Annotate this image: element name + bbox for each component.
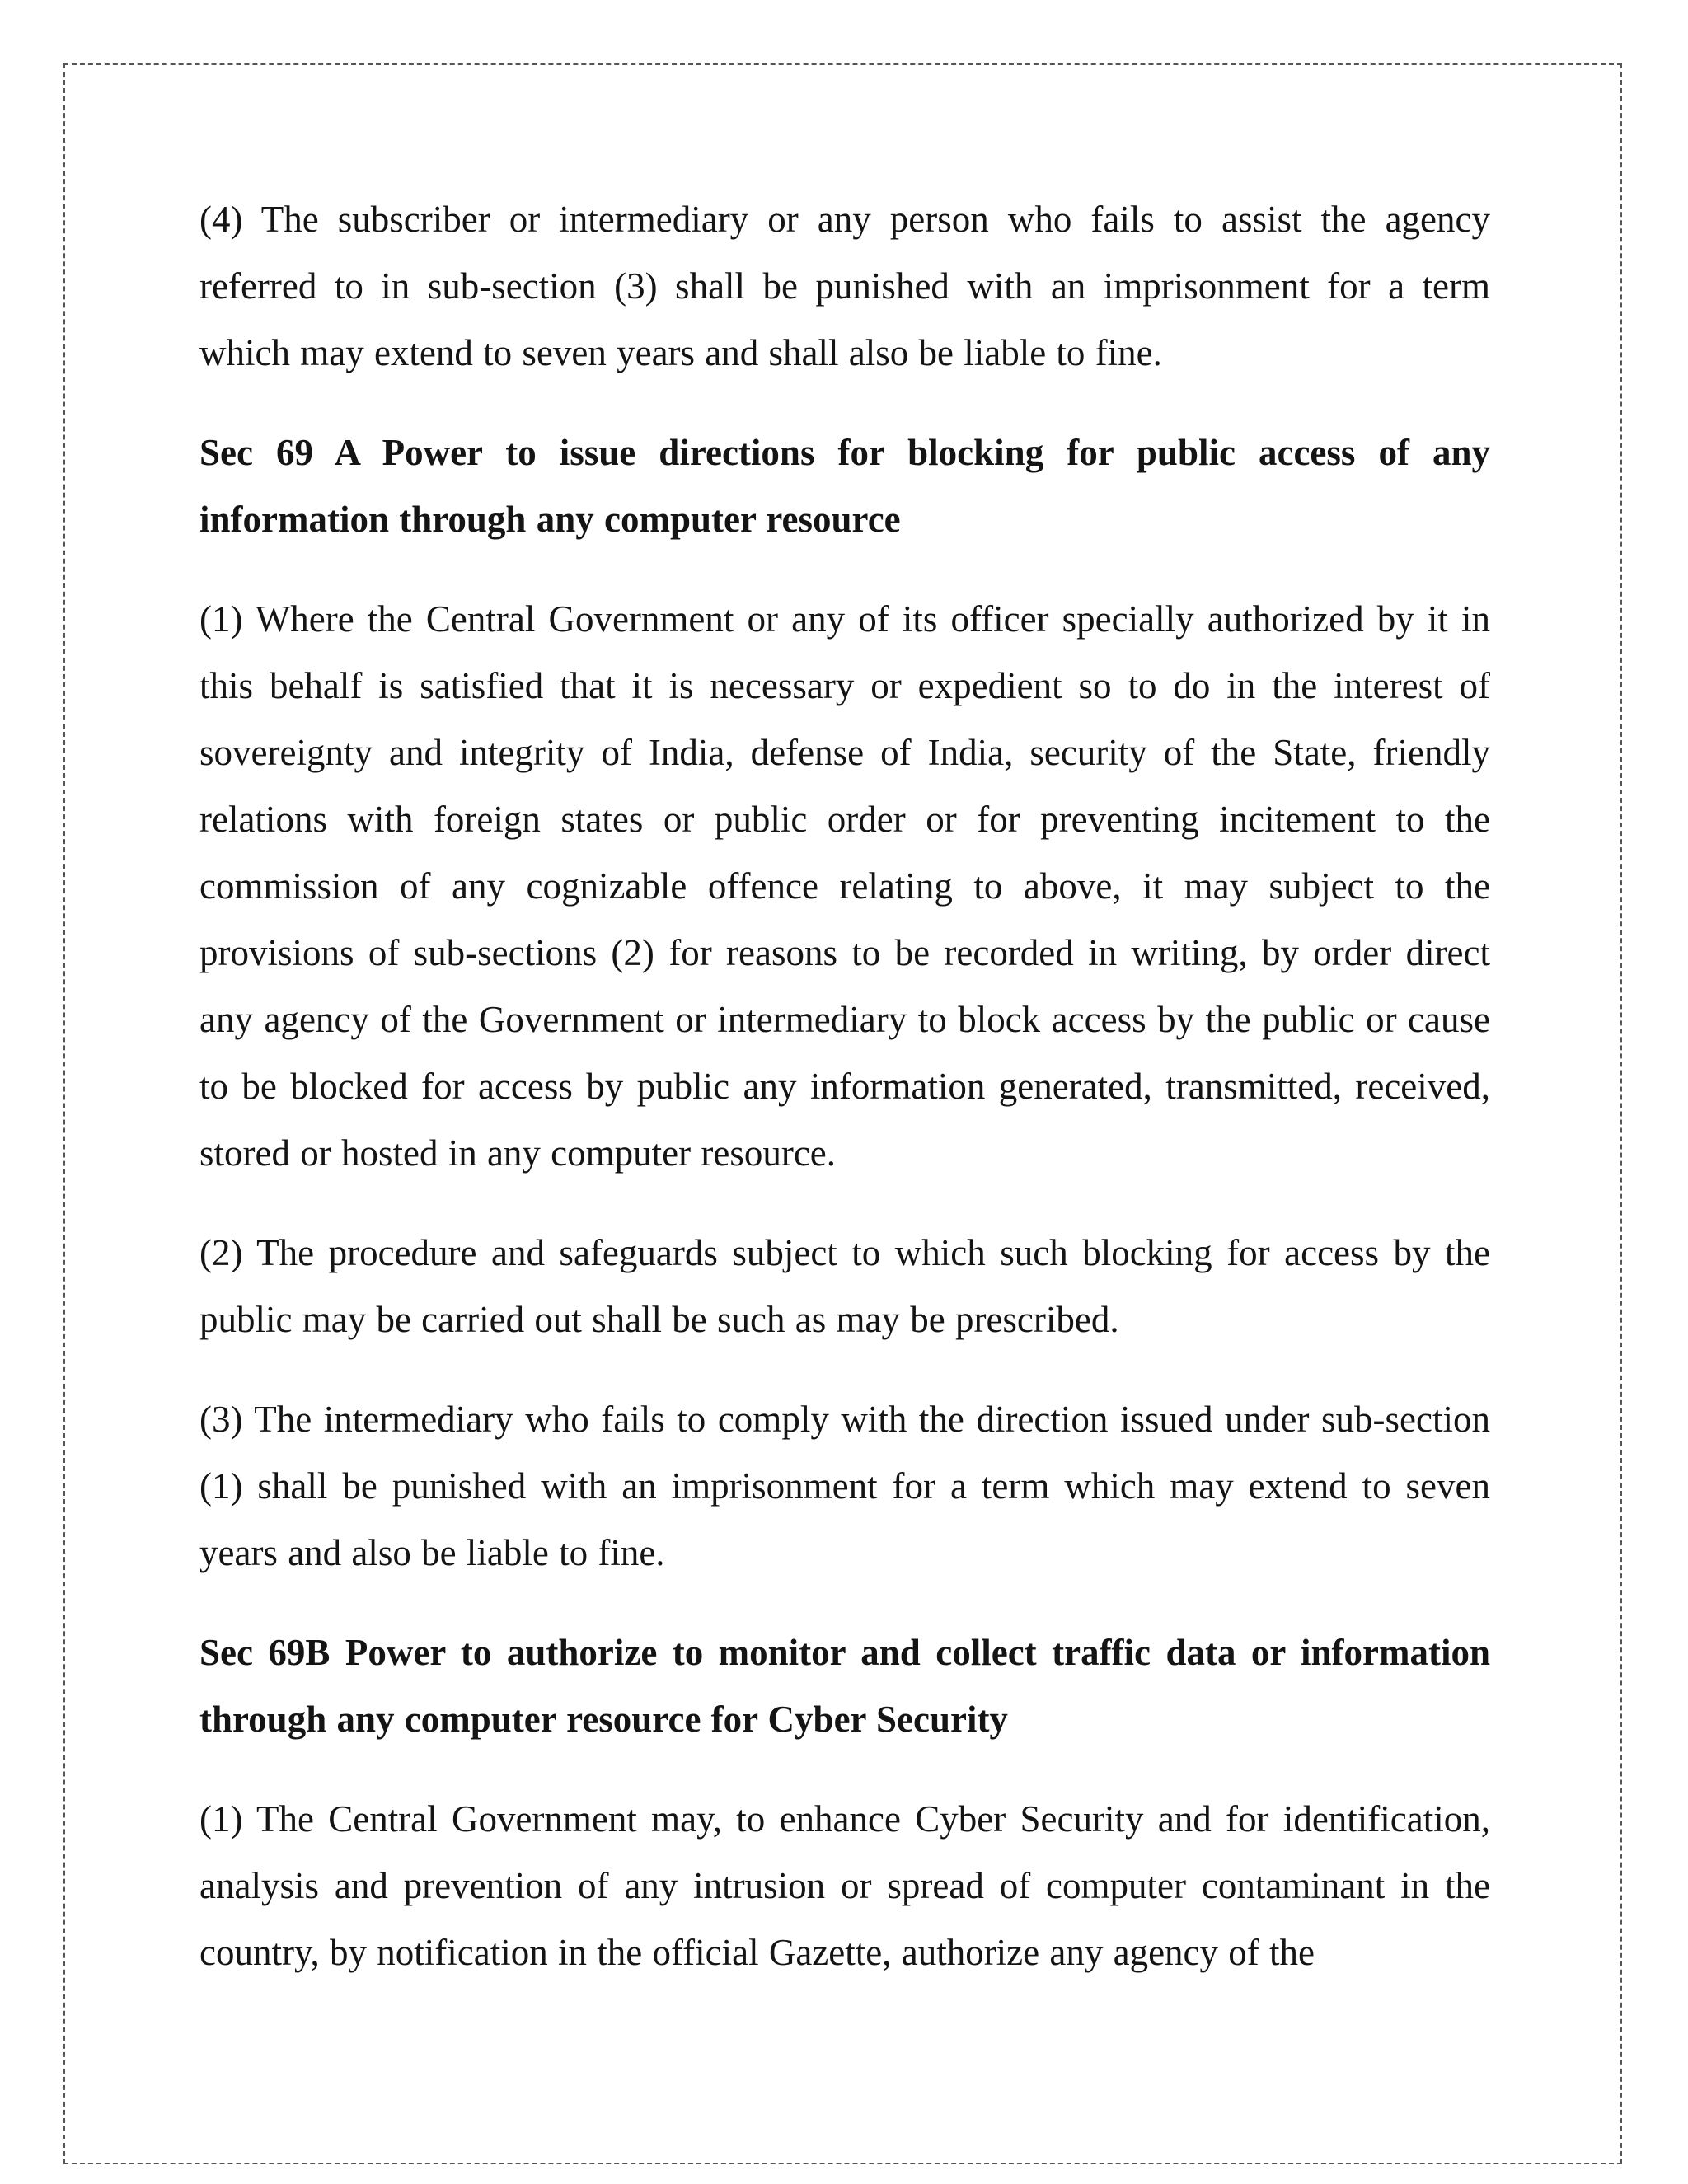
section-heading-69a: Sec 69 A Power to issue directions for blocking for public access of any information through any computer resource — [199, 432, 1490, 540]
section-heading-69b: Sec 69B Power to authorize to monitor and collect traffic data or information through any computer resource for Cyber Security — [199, 1632, 1490, 1740]
paragraph-69a-1: (1) Where the Central Government or any of its officer specially authorized by it in this behalf is satisfied that it is necessary or expedient so to do in the interest of sovereignty and integrity of India, defense of India, security of the State, friendly relations with foreign states or public order or for preventing incitement to the commission of any cognizable offence relating to above, it may subject to the provisions of sub-sections (2) for reasons to be recorded in writing, by order direct any agency of the Government or intermediary to block access by the public or cause to be blocked for access by public any information generated, transmitted, received, stored or hosted in any computer resource. — [199, 598, 1490, 1174]
paragraph-69a-2: (2) The procedure and safeguards subject to which such blocking for access by the public may be carried out shall be such as may be prescribed. — [199, 1232, 1490, 1340]
document-body — [199, 186, 1490, 1986]
paragraph-69b-1: (1) The Central Government may, to enhance Cyber Security and for identification, analysis and prevention of any intrusion or spread of computer contaminant in the country, by notification in the official Gazette, authorize any agency of the — [199, 1798, 1490, 1973]
paragraph-4-penalty: (4) The subscriber or intermediary or any person who fails to assist the agency referred to in sub-section (3) shall be punished with an imprisonment for a term which may extend to seven years and shall also be liable to fine. — [199, 199, 1490, 373]
paragraph-69a-3: (3) The intermediary who fails to comply with the direction issued under sub-section (1) shall be punished with an imprisonment for a term which may extend to seven years and also be liable to fine. — [199, 1399, 1490, 1573]
